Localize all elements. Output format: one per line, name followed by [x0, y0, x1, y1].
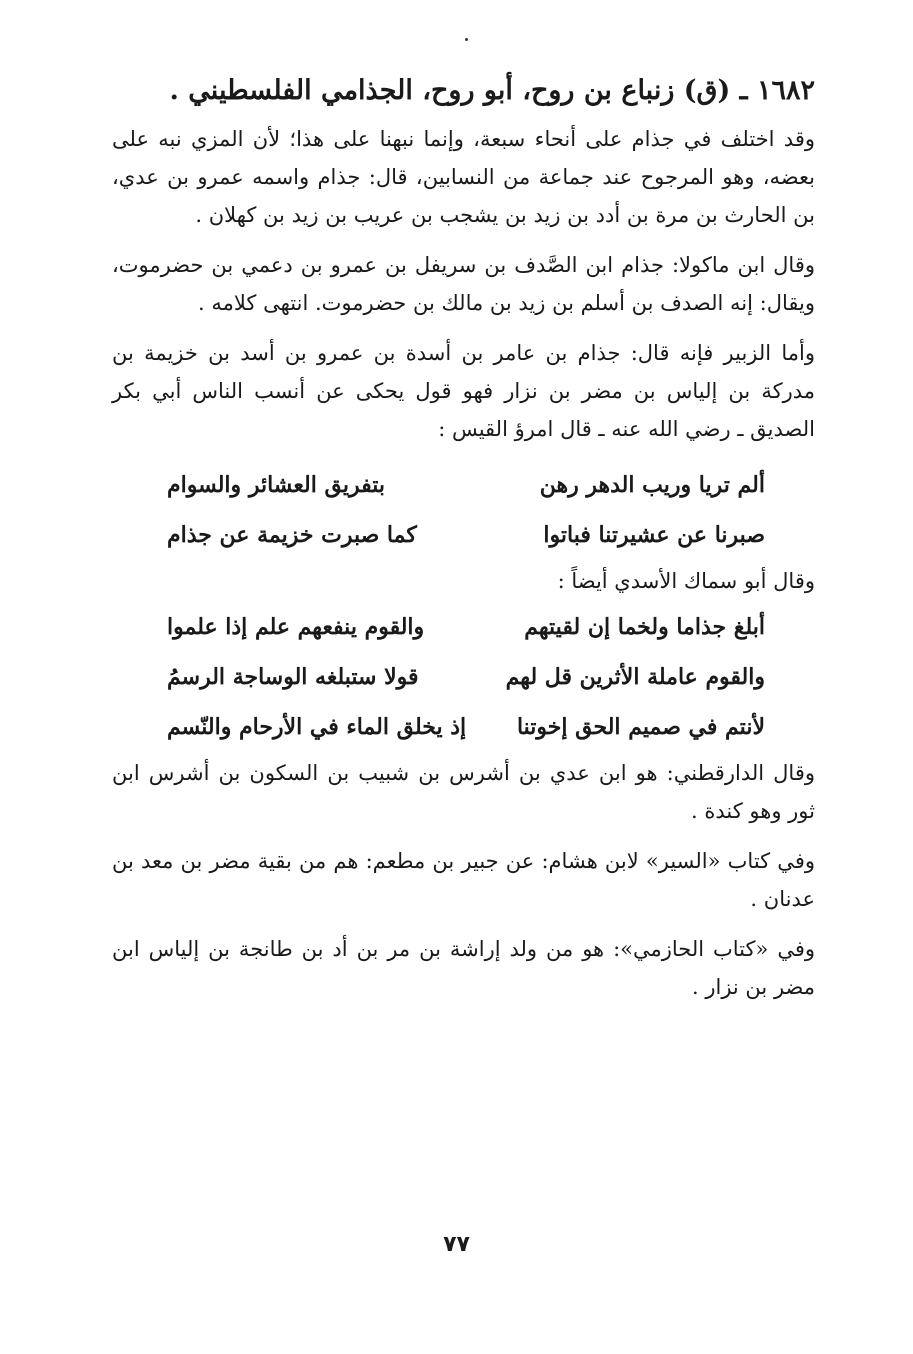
verse-line — [112, 652, 815, 702]
page-number: ٧٧ — [443, 1232, 470, 1257]
verse-first-hemistich: ألم تريا وريب الدهر رهن — [539, 472, 765, 498]
paragraph-4-intro: وقال أبو سماك الأسدي أيضاً : — [557, 569, 815, 593]
paragraph-6: وفي كتاب «السير» لابن هشام: عن جبير بن مطعم: هم من بقية مضر بن معد بن عدنان . — [112, 849, 815, 911]
verse-second-hemistich: كما صبرت خزيمة عن جذام — [167, 522, 417, 548]
verse-line — [112, 460, 815, 510]
verse-first-hemistich: صبرنا عن عشيرتنا فباتوا — [543, 522, 765, 548]
verse-second-hemistich: قولا ستبلغه الوساجة الرسمُ — [167, 664, 419, 690]
verse-line — [112, 702, 815, 752]
page-content — [112, 68, 815, 1018]
paragraph-2: وقال ابن ماكولا: جذام ابن الصَّدف بن سريفل بن عمرو بن دعمي بن حضرموت، ويقال: إنه الصدف بن أسلم بن زيد بن مالك بن حضرموت. انتهى كلامه . — [112, 253, 815, 315]
paragraph-5: وقال الدارقطني: هو ابن عدي بن أشرس بن شبيب بن السكون بن أشرس ابن ثور وهو كندة . — [112, 761, 815, 823]
page-mark — [465, 38, 468, 41]
paragraph-3: وأما الزبير فإنه قال: جذام بن عامر بن أسدة بن عمرو بن أسد بن خزيمة بن مدركة بن إلياس بن مضر بن نزار فهو قول يحكى عن أنسب الناس أبي بكر الصديق ـ رضي الله عنه ـ قال امرؤ القيس : — [112, 341, 816, 441]
verse-second-hemistich: إذ يخلق الماء في الأرحام والنّسم — [167, 714, 467, 740]
verse-second-hemistich: والقوم ينفعهم علم إذا علموا — [167, 614, 425, 640]
verse-line — [112, 510, 815, 560]
verse-first-hemistich: أبلغ جذاما ولخما إن لقيتهم — [524, 614, 765, 640]
paragraph-7: وفي «كتاب الحازمي»: هو من ولد إراشة بن مر بن أد بن طانجة بن إلياس ابن مضر بن نزار . — [112, 937, 815, 999]
verse-second-hemistich: بتفريق العشائر والسوام — [167, 472, 386, 498]
poem-abu-simak — [112, 602, 815, 752]
verse-first-hemistich: والقوم عاملة الأثرين قل لهم — [505, 664, 765, 690]
paragraph-1: وقد اختلف في جذام على أنحاء سبعة، وإنما نبهنا على هذا؛ لأن المزي نبه على بعضه، وهو المرجوح عند جماعة من النسابين، قال: جذام واسمه عمرو بن عدي، بن الحارث بن مرة بن أدد بن زيد بن يشجب بن عريب بن زيد بن كهلان . — [112, 127, 815, 227]
poem-imru-al-qays — [112, 460, 815, 560]
verse-first-hemistich: لأنتم في صميم الحق إخوتنا — [516, 714, 765, 740]
verse-line — [112, 602, 815, 652]
entry-heading: ١٦٨٢ ـ (ق) زنباع بن روح، أبو روح، الجذامي الفلسطيني . — [169, 75, 815, 106]
